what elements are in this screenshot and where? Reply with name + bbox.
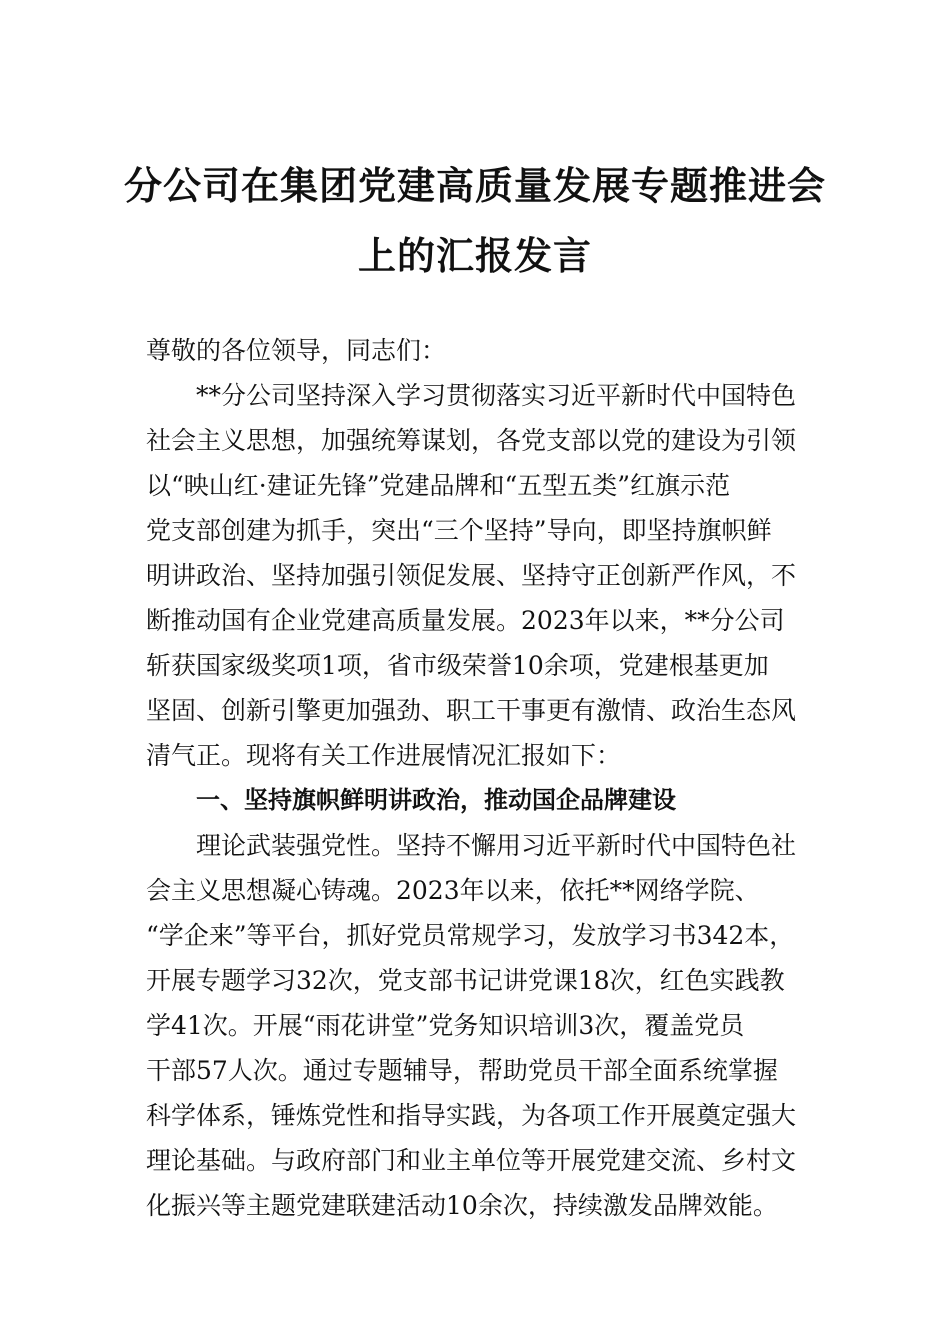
paragraph-line: “学企来”等平台，抓好党员常规学习，发放学习书342本， [146, 921, 795, 950]
paragraph-line: 开展专题学习32次，党支部书记讲党课18次，红色实践教 [146, 966, 785, 995]
greeting: 尊敬的各位领导，同志们： [146, 336, 447, 365]
paragraph-line: 会主义思想凝心铸魂。2023年以来，依托**网络学院、 [146, 876, 760, 905]
paragraph-line: 学41次。开展“雨花讲堂”党务知识培训3次，覆盖党员 [146, 1011, 745, 1040]
paragraph-line: 理论基础。与政府部门和业主单位等开展党建交流、乡村文 [146, 1146, 797, 1175]
paragraph-line: 干部57人次。通过专题辅导，帮助党员干部全面系统掌握 [146, 1056, 778, 1085]
document-title-line-2: 上的汇报发言 [357, 234, 592, 278]
paragraph-line: 坚固、创新引擎更加强劲、职工干事更有激情、政治生态风 [146, 696, 797, 725]
paragraph-line: 斩获国家级奖项1项，省市级荣誉10余项，党建根基更加 [146, 651, 769, 680]
section-heading: 一、坚持旗帜鲜明讲政治，推动国企品牌建设 [196, 786, 676, 814]
paragraph-line: 化振兴等主题党建联建活动10余次，持续激发品牌效能。 [146, 1191, 778, 1220]
paragraph-line: 社会主义思想，加强统筹谋划，各党支部以党的建设为引领 [146, 426, 797, 455]
paragraph-line: 科学体系，锤炼党性和指导实践，为各项工作开展奠定强大 [146, 1101, 797, 1130]
paragraph-line: **分公司坚持深入学习贯彻落实习近平新时代中国特色 [196, 381, 797, 410]
paragraph-line: 党支部创建为抓手，突出“三个坚持”导向，即坚持旗帜鲜 [146, 516, 772, 545]
paragraph-line: 明讲政治、坚持加强引领促发展、坚持守正创新严作风，不 [146, 561, 797, 590]
paragraph-line: 理论武装强党性。坚持不懈用习近平新时代中国特色社 [196, 831, 797, 860]
paragraph-line: 以“映山红·建证先锋”党建品牌和“五型五类”红旗示范 [146, 471, 731, 500]
document-body [146, 328, 826, 1228]
paragraph-line: 清气正。现将有关工作进展情况汇报如下： [146, 741, 622, 770]
document-title-line-1: 分公司在集团党建高质量发展专题推进会 [123, 164, 826, 208]
paragraph-line: 断推动国有企业党建高质量发展。2023年以来，**分公司 [146, 606, 785, 635]
